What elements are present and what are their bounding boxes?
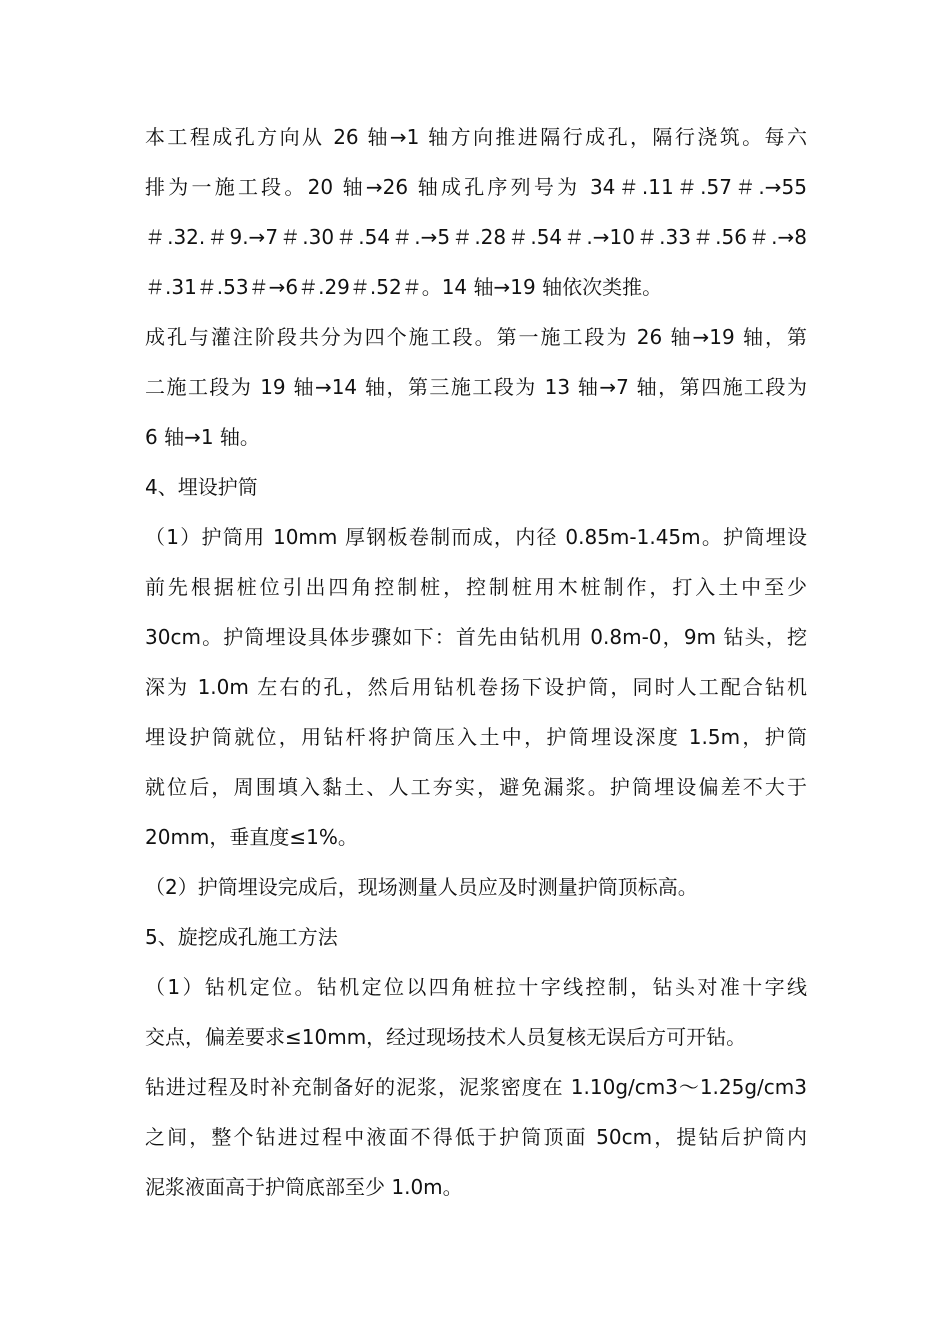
text-line: 之间，整个钻进过程中液面不得低于护筒顶面 50cm，提钻后护筒内 [145, 1125, 807, 1149]
section-heading-4 [145, 462, 807, 512]
text-line: 泥浆液面高于护筒底部至少 1.0m。 [145, 1175, 463, 1199]
text-line: 20mm，垂直度≤1%。 [145, 825, 358, 849]
text-line: 深为 1.0m 左右的孔，然后用钻机卷扬下设护筒，同时人工配合钻机 [145, 675, 807, 699]
text-line: （1）护筒用 10mm 厚钢板卷制而成，内径 0.85m-1.45m。护筒埋设 [145, 525, 807, 549]
paragraph-casing-elevation [145, 862, 807, 912]
text-line: ＃.31＃.53＃→6＃.29＃.52＃。14 轴→19 轴依次类推。 [145, 275, 663, 299]
text-line: 埋设护筒就位，用钻杆将护筒压入土中，护筒埋设深度 1.5m，护筒 [145, 725, 807, 749]
paragraph-construction-stages [145, 312, 807, 462]
text-line: 排为一施工段。20 轴→26 轴成孔序列号为 34＃.11＃.57＃.→55 [145, 175, 807, 199]
text-line: （2）护筒埋设完成后，现场测量人员应及时测量护筒顶标高。 [145, 875, 698, 899]
text-line: 钻进过程及时补充制备好的泥浆，泥浆密度在 1.10g/cm3～1.25g/cm3 [145, 1075, 807, 1099]
section-heading: 4、埋设护筒 [145, 475, 258, 499]
text-line: 30cm。护筒埋设具体步骤如下：首先由钻机用 0.8m-0，9m 钻头，挖 [145, 625, 807, 649]
text-line: 就位后，周围填入黏土、人工夯实，避免漏浆。护筒埋设偏差不大于 [145, 775, 807, 799]
paragraph-construction-sequence [145, 112, 807, 312]
paragraph-rig-positioning [145, 962, 807, 1212]
text-line: ＃.32.＃9.→7＃.30＃.54＃.→5＃.28＃.54＃.→10＃.33＃.56＃.→8 [145, 225, 807, 249]
text-line: 本工程成孔方向从 26 轴→1 轴方向推进隔行成孔，隔行浇筑。每六 [145, 125, 807, 149]
section-heading-5 [145, 912, 807, 962]
text-line: 前先根据桩位引出四角控制桩，控制桩用木桩制作，打入土中至少 [145, 575, 807, 599]
section-heading: 5、旋挖成孔施工方法 [145, 925, 338, 949]
text-line: 二施工段为 19 轴→14 轴，第三施工段为 13 轴→7 轴，第四施工段为 [145, 375, 807, 399]
text-line: （1）钻机定位。钻机定位以四角桩拉十字线控制，钻头对准十字线 [145, 975, 807, 999]
document-body [145, 112, 807, 1212]
paragraph-casing-installation [145, 512, 807, 862]
text-line: 交点，偏差要求≤10mm，经过现场技术人员复核无误后方可开钻。 [145, 1025, 747, 1049]
text-line: 成孔与灌注阶段共分为四个施工段。第一施工段为 26 轴→19 轴，第 [145, 325, 807, 349]
text-line: 6 轴→1 轴。 [145, 425, 260, 449]
